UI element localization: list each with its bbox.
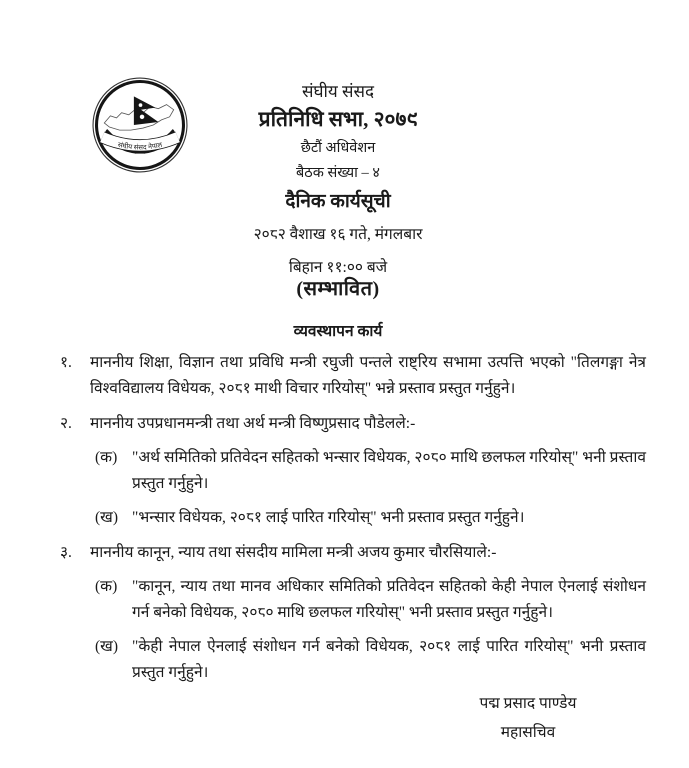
agenda-list bbox=[60, 350, 646, 695]
signature-block bbox=[438, 691, 618, 742]
document-time: बिहान ११:०० बजे bbox=[288, 259, 388, 276]
signatory-title: महासचिव bbox=[500, 724, 556, 741]
letterhead bbox=[0, 79, 676, 277]
agenda-item-2 bbox=[60, 411, 646, 531]
document-title: दैनिक कार्यसूची bbox=[285, 191, 391, 212]
meeting-number: बैठक संख्या – ४ bbox=[296, 165, 380, 181]
subitem-text: "अर्थ समितिको प्रतिवेदन सहितको भन्सार विधेयक, २०८० माथि छलफल गरियोस्" भनी प्रस्ताव प्रस्तुत गर्नुहुने। bbox=[132, 449, 646, 492]
signatory-name: पद्म प्रसाद पाण्डेय bbox=[479, 695, 577, 712]
agenda-subitem-3a bbox=[95, 574, 646, 626]
organization-name: संघीय संसद bbox=[301, 82, 375, 101]
document-date: २०८२ वैशाख १६ गते, मंगलबार bbox=[253, 226, 423, 243]
item-number: ३. bbox=[60, 544, 72, 561]
agenda-subitem-3b bbox=[95, 634, 646, 686]
subitem-label: (ख) bbox=[95, 509, 119, 526]
agenda-item-1 bbox=[60, 350, 646, 402]
house-title: प्रतिनिधि सभा, २०७९ bbox=[258, 107, 418, 131]
item-number: २. bbox=[60, 415, 72, 432]
agenda-subitem-2b bbox=[95, 505, 646, 531]
subitem-label: (क) bbox=[95, 578, 118, 595]
emblem-band-text: संघीय संसद नेपाल bbox=[117, 140, 163, 152]
item-number: १. bbox=[60, 354, 72, 371]
item-text: माननीय उपप्रधानमन्त्री तथा अर्थ मन्त्री विष्णुप्रसाद पौडेलले:- bbox=[90, 415, 416, 432]
item-text: माननीय शिक्षा, विज्ञान तथा प्रविधि मन्त्री रघुजी पन्तले राष्ट्रिय सभामा उत्पत्ति भएको "तिलगङ्गा नेत्र विश्वविद्यालय विधेयक, २०८१ माथी विचार गरियोस्" भन्ने प्रस्ताव प्रस्तुत गर्नुहुने। bbox=[90, 354, 646, 397]
subitem-text: "कानून, न्याय तथा मानव अधिकार समितिको प्रतिवेदन सहितको केही नेपाल ऐनलाई संशोधन गर्न बनेको विधेयक, २०८० माथि छलफल गरियोस्" भनी प्रस्ताव प्रस्तुत गर्नुहुने। bbox=[132, 578, 646, 621]
item-text: माननीय कानून, न्याय तथा संसदीय मामिला मन्त्री अजय कुमार चौरसियाले:- bbox=[90, 544, 497, 561]
subitem-text: "भन्सार विधेयक, २०८१ लाई पारित गरियोस्" भनी प्रस्ताव प्रस्तुत गर्नुहुने। bbox=[132, 509, 525, 526]
tentative-label: (सम्भावित) bbox=[296, 278, 380, 300]
session-label: छैटौं अधिवेशन bbox=[300, 140, 376, 156]
subitem-label: (ख) bbox=[95, 638, 119, 655]
subitem-label: (क) bbox=[95, 449, 118, 466]
agenda-subitem-2a bbox=[95, 445, 646, 497]
subitem-text: "केही नेपाल ऐनलाई संशोधन गर्न बनेको विधेयक, २०८१ लाई पारित गरियोस्" भनी प्रस्ताव प्रस्तुत गर्नुहुने। bbox=[132, 638, 646, 681]
section-title: व्यवस्थापन कार्य bbox=[293, 323, 383, 340]
agenda-item-3 bbox=[60, 540, 646, 686]
